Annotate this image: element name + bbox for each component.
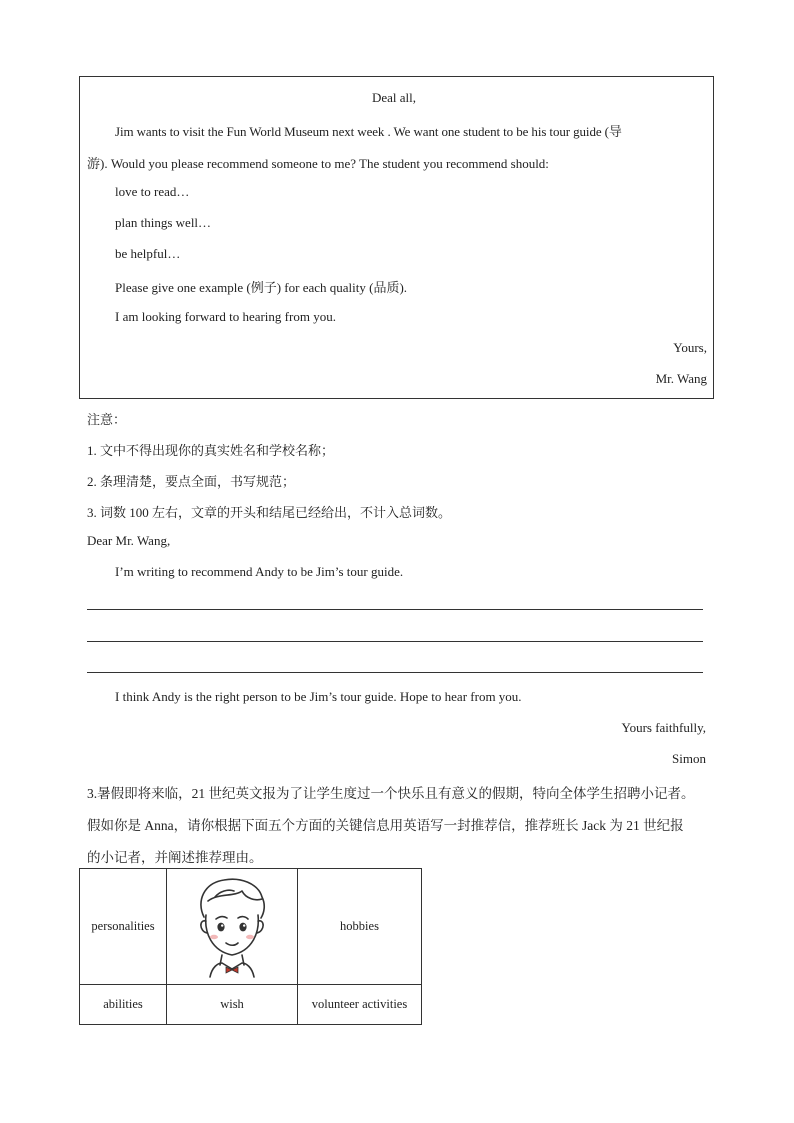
- cell-personalities: personalities: [80, 869, 167, 985]
- letter-example-line: Please give one example (例子) for each quality (品质).: [115, 280, 408, 295]
- question3-line-2: 假如你是 Anna，请你根据下面五个方面的关键信息用英语写一封推荐信，推荐班长 Jack 为 21 世纪报: [87, 818, 684, 833]
- notes-title: 注意：: [87, 412, 127, 427]
- answer-opening: I’m writing to recommend Andy to be Jim’s tour guide.: [115, 564, 404, 579]
- letter-greeting: Deal all,: [372, 90, 417, 105]
- answer-signature: Simon: [672, 751, 706, 766]
- answer-closing: Yours faithfully,: [621, 720, 706, 735]
- writing-line-2[interactable]: [87, 641, 703, 642]
- letter-item-1: love to read…: [115, 184, 190, 199]
- letter-para1-line2: 游). Would you please recommend someone to me? The student you recommend should:: [87, 156, 549, 171]
- letter-looking-forward: I am looking forward to hearing from you.: [115, 309, 336, 324]
- writing-line-3[interactable]: [87, 672, 703, 673]
- writing-line-1[interactable]: [87, 609, 703, 610]
- letter-item-2: plan things well…: [115, 215, 212, 230]
- letter-item-3: be helpful…: [115, 246, 181, 261]
- cell-portrait: [167, 869, 298, 985]
- letter-closing: Yours,: [673, 340, 707, 355]
- answer-salutation: Dear Mr. Wang,: [87, 533, 171, 548]
- letter-para1-line1: Jim wants to visit the Fun World Museum next week . We want one student to be his tour guide (导: [115, 124, 622, 139]
- notes-item-2: 2. 条理清楚，要点全面，书写规范；: [87, 474, 296, 489]
- info-table: [79, 868, 422, 1025]
- answer-ending: I think Andy is the right person to be Jim’s tour guide. Hope to hear from you.: [115, 689, 522, 704]
- question3-line-1: 3.暑假即将来临，21 世纪英文报为了让学生度过一个快乐且有意义的假期，特向全体学生招聘小记者。: [87, 786, 695, 801]
- boy-portrait-icon: [182, 871, 282, 979]
- cell-volunteer-activities: volunteer activities: [298, 985, 422, 1025]
- question3-line-3: 的小记者，并阐述推荐理由。: [87, 850, 263, 865]
- cell-wish: wish: [167, 985, 298, 1025]
- notes-item-3: 3. 词数 100 左右，文章的开头和结尾已经给出，不计入总词数。: [87, 505, 452, 520]
- cell-abilities: abilities: [80, 985, 167, 1025]
- cell-hobbies: hobbies: [298, 869, 422, 985]
- notes-item-1: 1. 文中不得出现你的真实姓名和学校名称；: [87, 443, 335, 458]
- letter-signature: Mr. Wang: [655, 371, 707, 386]
